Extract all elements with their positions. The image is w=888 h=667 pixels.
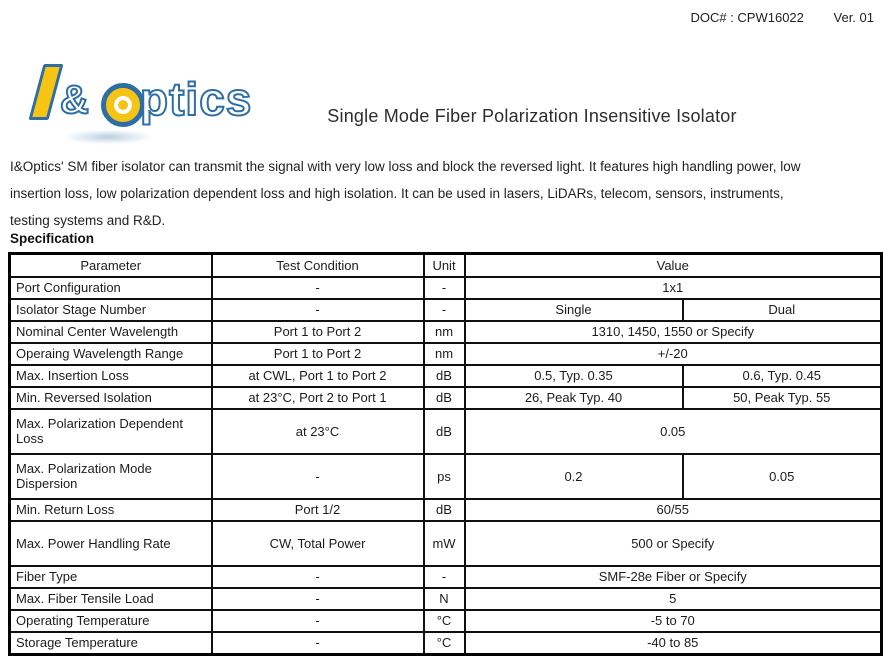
table-row — [10, 454, 882, 499]
unit-cell: mW — [424, 521, 465, 566]
param-cell: Nominal Center Wavelength — [10, 321, 212, 343]
value-cell-dual: 50, Peak Typ. 55 — [683, 387, 882, 409]
value-cell: 0.05 — [465, 409, 882, 454]
product-description — [10, 153, 878, 234]
param-cell: Operating Temperature — [10, 610, 212, 632]
param-cell: Fiber Type — [10, 566, 212, 588]
param-cell: Operaing Wavelength Range — [10, 343, 212, 365]
logo-i-bar-icon — [28, 64, 63, 120]
unit-cell: °C — [424, 610, 465, 632]
table-row — [10, 365, 882, 387]
value-cell: 60/55 — [465, 499, 882, 521]
logo-o-inner-ring — [114, 96, 132, 114]
table-header-row — [10, 254, 882, 277]
header-test-condition: Test Condition — [212, 254, 424, 277]
value-cell: -40 to 85 — [465, 632, 882, 655]
company-logo — [8, 56, 253, 148]
logo-ampersand: & — [60, 78, 89, 122]
table-row — [10, 277, 882, 299]
spec-table — [8, 252, 883, 656]
unit-cell: N — [424, 588, 465, 610]
table-row — [10, 387, 882, 409]
param-cell: Min. Reversed Isolation — [10, 387, 212, 409]
condition-cell: Port 1/2 — [212, 499, 424, 521]
table-row — [10, 321, 882, 343]
value-cell-dual: 0.05 — [683, 454, 882, 499]
description-line: testing systems and R&D. — [10, 213, 166, 228]
specification-heading: Specification — [10, 231, 95, 246]
doc-number: DOC# : CPW16022 — [690, 10, 804, 25]
value-cell: +/-20 — [465, 343, 882, 365]
condition-cell: - — [212, 454, 424, 499]
param-cell: Port Configuration — [10, 277, 212, 299]
value-cell-dual: Dual — [683, 299, 882, 321]
table-row — [10, 521, 882, 566]
value-cell: 500 or Specify — [465, 521, 882, 566]
table-row — [10, 610, 882, 632]
condition-cell: at 23°C, Port 2 to Port 1 — [212, 387, 424, 409]
condition-cell: - — [212, 610, 424, 632]
condition-cell: - — [212, 566, 424, 588]
unit-cell: dB — [424, 409, 465, 454]
value-cell: -5 to 70 — [465, 610, 882, 632]
param-cell: Storage Temperature — [10, 632, 212, 655]
unit-cell: ps — [424, 454, 465, 499]
header-unit: Unit — [424, 254, 465, 277]
value-cell-single: Single — [465, 299, 683, 321]
table-row — [10, 299, 882, 321]
unit-cell: - — [424, 566, 465, 588]
unit-cell: dB — [424, 387, 465, 409]
table-row — [10, 588, 882, 610]
param-cell: Max. Power Handling Rate — [10, 521, 212, 566]
value-cell: 5 — [465, 588, 882, 610]
param-cell: Min. Return Loss — [10, 499, 212, 521]
param-cell: Max. Polarization Mode Dispersion — [10, 454, 212, 499]
unit-cell: °C — [424, 632, 465, 655]
value-cell-single: 0.5, Typ. 0.35 — [465, 365, 683, 387]
condition-cell: - — [212, 299, 424, 321]
unit-cell: - — [424, 277, 465, 299]
param-cell: Max. Fiber Tensile Load — [10, 588, 212, 610]
header-value: Value — [465, 254, 882, 277]
condition-cell: - — [212, 632, 424, 655]
logo-ptics-text: ptics — [140, 73, 253, 125]
condition-cell: Port 1 to Port 2 — [212, 321, 424, 343]
value-cell: SMF-28e Fiber or Specify — [465, 566, 882, 588]
logo-o-icon — [101, 83, 145, 127]
param-cell: Max. Insertion Loss — [10, 365, 212, 387]
value-cell: 1x1 — [465, 277, 882, 299]
value-cell: 1310, 1450, 1550 or Specify — [465, 321, 882, 343]
value-cell-dual: 0.6, Typ. 0.45 — [683, 365, 882, 387]
doc-header — [690, 10, 874, 25]
condition-cell: at CWL, Port 1 to Port 2 — [212, 365, 424, 387]
unit-cell: nm — [424, 321, 465, 343]
param-cell: Isolator Stage Number — [10, 299, 212, 321]
logo-reflection — [63, 130, 153, 144]
header-parameter: Parameter — [10, 254, 212, 277]
unit-cell: nm — [424, 343, 465, 365]
doc-version: Ver. 01 — [833, 10, 874, 25]
param-cell: Max. Polarization Dependent Loss — [10, 409, 212, 454]
value-cell-single: 26, Peak Typ. 40 — [465, 387, 683, 409]
table-row — [10, 632, 882, 655]
condition-cell: Port 1 to Port 2 — [212, 343, 424, 365]
unit-cell: - — [424, 299, 465, 321]
description-line: insertion loss, low polarization dependent loss and high isolation. It can be used in lasers, LiDARs, telecom, sensors, instruments, — [10, 186, 784, 201]
logo-o-center-dot — [118, 100, 128, 110]
condition-cell: - — [212, 277, 424, 299]
unit-cell: dB — [424, 365, 465, 387]
condition-cell: CW, Total Power — [212, 521, 424, 566]
table-row — [10, 499, 882, 521]
table-row — [10, 409, 882, 454]
page-title: Single Mode Fiber Polarization Insensitive Isolator — [327, 106, 737, 126]
condition-cell: - — [212, 588, 424, 610]
condition-cell: at 23°C — [212, 409, 424, 454]
table-row — [10, 343, 882, 365]
description-line: I&Optics' SM fiber isolator can transmit the signal with very low loss and block the reversed light. It features high handling power, low — [10, 159, 801, 174]
value-cell-single: 0.2 — [465, 454, 683, 499]
table-row — [10, 566, 882, 588]
unit-cell: dB — [424, 499, 465, 521]
